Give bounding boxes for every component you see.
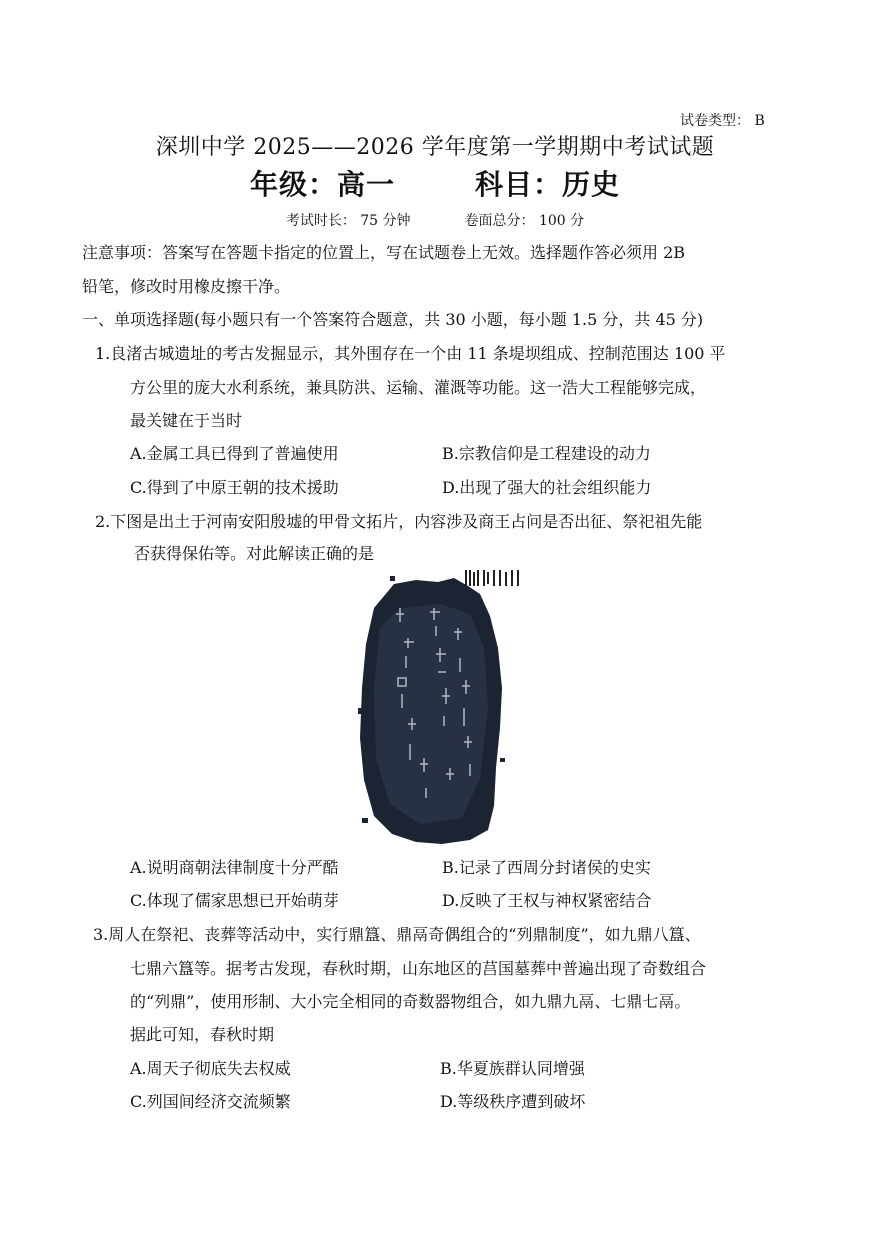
question-1-line-1: 1.良渚古城遗址的考古发掘显示，其外围存在一个由 11 条堤坝组成、控制范围达 100 平 (95, 344, 726, 363)
question-3-option-b: B.华夏族群认同增强 (440, 1059, 585, 1078)
question-2-line-2: 否获得保佑等。对此解读正确的是 (134, 544, 375, 563)
exam-meta (0, 210, 870, 230)
question-3-option-d: D.等级秩序遭到破坏 (440, 1092, 586, 1111)
question-3-line-3: 的“列鼎”，使用形制、大小完全相同的奇数器物组合，如九鼎九鬲、七鼎七鬲。 (130, 992, 691, 1011)
question-2-option-d: D.反映了王权与神权紧密结合 (442, 891, 652, 910)
question-3-option-a: A.周天子彻底失去权威 (130, 1059, 291, 1078)
oracle-bone-rubbing-image (350, 568, 540, 850)
grade-label: 年级：高一 (249, 168, 395, 201)
paper-type: 试卷类型： B (680, 113, 765, 129)
notice-line-2: 铅笔，修改时用橡皮擦干净。 (82, 277, 291, 296)
question-2-option-b: B.记录了西周分封诸侯的史实 (442, 858, 651, 877)
duration-label: 考试时长： 75 分钟 (285, 213, 411, 229)
question-2-line-1: 2.下图是出土于河南安阳殷墟的甲骨文拓片，内容涉及商王占问是否出征、祭祀祖先能 (95, 512, 703, 531)
question-3-option-c: C.列国间经济交流频繁 (130, 1092, 291, 1111)
question-1-option-c: C.得到了中原王朝的技术援助 (130, 478, 339, 497)
question-1-line-2: 方公里的庞大水利系统，兼具防洪、运输、灌溉等功能。这一浩大工程能够完成， (130, 378, 707, 397)
exam-subtitle (0, 163, 870, 203)
question-2-option-a: A.说明商朝法律制度十分严酷 (130, 858, 339, 877)
question-2-option-c: C.体现了儒家思想已开始萌芽 (130, 891, 339, 910)
question-1-line-3: 最关键在于当时 (130, 411, 243, 430)
notice-line-1: 注意事项：答案写在答题卡指定的位置上，写在试题卷上无效。选择题作答必须用 2B (82, 243, 686, 262)
question-1-option-a: A.金属工具已得到了普遍使用 (130, 444, 339, 463)
question-3-line-2: 七鼎六簋等。据考古发现，春秋时期，山东地区的莒国墓葬中普遍出现了奇数组合 (130, 959, 707, 978)
total-score-label: 卷面总分： 100 分 (464, 213, 585, 229)
question-3-line-4: 据此可知，春秋时期 (130, 1025, 275, 1044)
exam-title: 深圳中学 2025——2026 学年度第一学期期中考试试题 (155, 135, 715, 160)
question-1-option-b: B.宗教信仰是工程建设的动力 (442, 444, 651, 463)
subject-label: 科目：历史 (475, 168, 621, 201)
question-1-option-d: D.出现了强大的社会组织能力 (442, 478, 652, 497)
question-3-line-1: 3.周人在祭祀、丧葬等活动中，实行鼎簋、鼎鬲奇偶组合的“列鼎制度”，如九鼎八簋、 (93, 925, 701, 944)
section-title: 一、单项选择题(每小题只有一个答案符合题意，共 30 小题，每小题 1.5 分，共 45 分) (82, 310, 704, 329)
